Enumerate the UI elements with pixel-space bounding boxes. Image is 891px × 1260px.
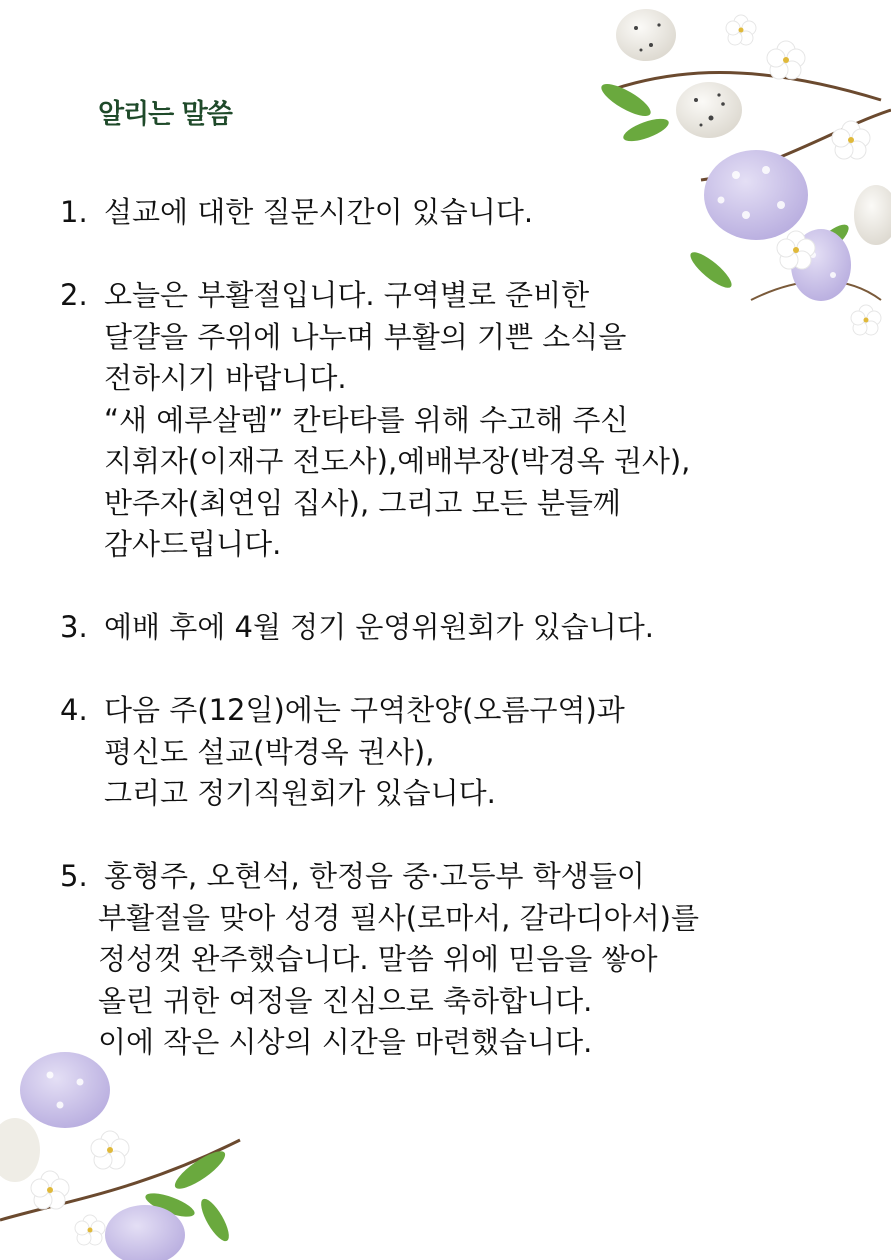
item-line: 달걀을 주위에 나누며 부활의 기쁜 소식을 xyxy=(104,319,627,354)
item-number: 1. xyxy=(60,195,88,229)
item-line: 오늘은 부활절입니다. 구역별로 준비한 xyxy=(104,278,590,312)
announcement-list xyxy=(60,192,880,1064)
item-number: 5. xyxy=(60,859,88,893)
announcement-item-5 xyxy=(60,856,880,1064)
item-line: 예배 후에 4월 정기 운영위원회가 있습니다. xyxy=(104,610,654,644)
item-line: 감사드립니다. xyxy=(104,527,282,561)
item-line: 홍형주, 오현석, 한정음 중·고등부 학생들이 xyxy=(104,859,645,893)
item-line: 지휘자(이재구 전도사),예배부장(박경옥 권사), xyxy=(104,444,691,478)
item-line: 평신도 설교(박경옥 권사), xyxy=(104,734,435,769)
item-line: 그리고 정기직원회가 있습니다. xyxy=(104,776,496,810)
item-line: 부활절을 맞아 성경 필사(로마서, 갈라디아서)를 xyxy=(98,900,699,935)
item-line: 올린 귀한 여정을 진심으로 축하합니다. xyxy=(98,983,593,1018)
item-line: 반주자(최연임 집사), 그리고 모든 분들께 xyxy=(104,485,621,520)
announcement-item-3 xyxy=(60,607,880,649)
item-line: 정성껏 완주했습니다. 말씀 위에 믿음을 쌓아 xyxy=(98,942,658,976)
announcement-item-1 xyxy=(60,192,880,234)
item-line: 다음 주(12일)에는 구역찬양(오름구역)과 xyxy=(104,693,625,727)
item-number: 3. xyxy=(60,610,88,644)
item-line: “새 예루살렘” 칸타타를 위해 수고해 주신 xyxy=(104,402,629,437)
page-title: 알리는 말씀 xyxy=(98,99,232,130)
announcement-item-4 xyxy=(60,690,880,815)
item-number: 4. xyxy=(60,693,88,727)
item-line: 전하시기 바랍니다. xyxy=(104,361,347,395)
item-number: 2. xyxy=(60,278,88,312)
item-line: 설교에 대한 질문시간이 있습니다. xyxy=(104,195,534,229)
item-line: 이에 작은 시상의 시간을 마련했습니다. xyxy=(98,1025,593,1059)
announcement-item-2 xyxy=(60,275,880,566)
